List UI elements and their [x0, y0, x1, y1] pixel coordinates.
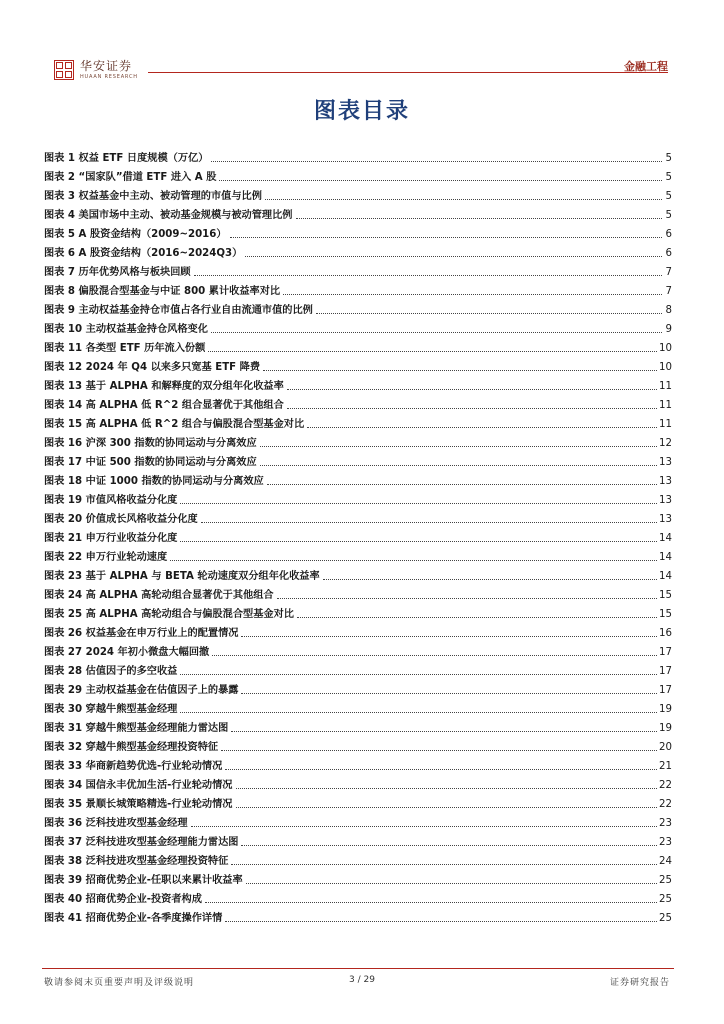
toc-leader-dots [260, 465, 657, 466]
toc-entry-label: 图表 15 高 ALPHA 低 R^2 组合与偏股混合型基金对比 [44, 419, 305, 430]
toc-entry-label: 图表 5 A 股资金结构（2009~2016） [44, 229, 227, 240]
toc-entry-page: 11 [659, 419, 672, 430]
toc-entry[interactable] [44, 545, 672, 564]
toc-entry-label: 图表 1 权益 ETF 日度规模（万亿） [44, 153, 209, 164]
logo-seal-icon [54, 60, 74, 80]
toc-entry-label: 图表 8 偏股混合型基金与中证 800 累计收益率对比 [44, 286, 281, 297]
toc-entry[interactable] [44, 374, 672, 393]
toc-entry[interactable] [44, 735, 672, 754]
toc-entry[interactable] [44, 640, 672, 659]
toc-leader-dots [241, 845, 657, 846]
toc-leader-dots [263, 370, 657, 371]
toc-leader-dots [260, 446, 657, 447]
toc-leader-dots [180, 503, 657, 504]
toc-entry[interactable] [44, 279, 672, 298]
toc-entry-page: 5 [665, 172, 672, 183]
toc-entry[interactable] [44, 393, 672, 412]
toc-leader-dots [230, 237, 662, 238]
toc-leader-dots [225, 921, 657, 922]
toc-entry-label: 图表 4 美国市场中主动、被动基金规模与被动管理比例 [44, 210, 293, 221]
toc-entry[interactable] [44, 564, 672, 583]
toc-entry[interactable] [44, 868, 672, 887]
toc-entry-label: 图表 14 高 ALPHA 低 R^2 组合显著优于其他组合 [44, 400, 284, 411]
toc-entry-label: 图表 22 申万行业轮动速度 [44, 552, 168, 563]
logo-text-en: HUAAN RESEARCH [80, 74, 138, 80]
toc-entry-page: 5 [665, 210, 672, 221]
toc-leader-dots [316, 313, 662, 314]
toc-leader-dots [277, 598, 657, 599]
toc-leader-dots [208, 351, 657, 352]
toc-leader-dots [307, 427, 657, 428]
toc-entry-page: 14 [659, 552, 672, 563]
toc-entry-page: 24 [659, 856, 672, 867]
toc-entry[interactable] [44, 146, 672, 165]
toc-entry-page: 19 [659, 704, 672, 715]
toc-leader-dots [241, 693, 657, 694]
toc-entry-page: 13 [659, 476, 672, 487]
toc-entry-page: 17 [659, 647, 672, 658]
toc-entry[interactable] [44, 773, 672, 792]
toc-leader-dots [265, 199, 662, 200]
toc-entry-label: 图表 3 权益基金中主动、被动管理的市值与比例 [44, 191, 262, 202]
toc-entry-page: 7 [665, 286, 672, 297]
toc-entry-label: 图表 16 沪深 300 指数的协同运动与分离效应 [44, 438, 257, 449]
toc-entry[interactable] [44, 792, 672, 811]
toc-leader-dots [287, 408, 657, 409]
header-divider [148, 72, 668, 73]
toc-entry-page: 23 [659, 818, 672, 829]
toc-leader-dots [212, 655, 657, 656]
toc-entry[interactable] [44, 469, 672, 488]
toc-entry[interactable] [44, 697, 672, 716]
toc-entry-page: 11 [659, 400, 672, 411]
toc-entry-label: 图表 31 穿越牛熊型基金经理能力雷达图 [44, 723, 229, 734]
toc-entry-label: 图表 24 高 ALPHA 高轮动组合显著优于其他组合 [44, 590, 274, 601]
toc-entry-label: 图表 26 权益基金在申万行业上的配置情况 [44, 628, 239, 639]
toc-entry[interactable] [44, 678, 672, 697]
toc-entry-label: 图表 13 基于 ALPHA 和解释度的双分组年化收益率 [44, 381, 284, 392]
toc-entry-page: 15 [659, 609, 672, 620]
toc-entry-page: 25 [659, 913, 672, 924]
toc-leader-dots [287, 389, 657, 390]
toc-entry-label: 图表 23 基于 ALPHA 与 BETA 轮动速度双分组年化收益率 [44, 571, 320, 582]
toc-entry-page: 17 [659, 666, 672, 677]
toc-leader-dots [236, 788, 658, 789]
toc-entry-page: 25 [659, 894, 672, 905]
toc-entry-label: 图表 40 招商优势企业-投资者构成 [44, 894, 202, 905]
toc-entry-label: 图表 21 申万行业收益分化度 [44, 533, 178, 544]
toc-leader-dots [191, 826, 658, 827]
toc-leader-dots [231, 864, 657, 865]
toc-entry-page: 19 [659, 723, 672, 734]
toc-entry[interactable] [44, 830, 672, 849]
footer-report-type: 证券研究报告 [609, 978, 670, 988]
toc-entry-label: 图表 25 高 ALPHA 高轮动组合与偏股混合型基金对比 [44, 609, 294, 620]
toc-entry-page: 10 [659, 362, 672, 373]
toc-leader-dots [219, 180, 662, 181]
toc-entry-label: 图表 37 泛科技进攻型基金经理能力雷达图 [44, 837, 239, 848]
toc-entry-page: 9 [665, 324, 672, 335]
toc-entry[interactable] [44, 849, 672, 868]
toc-leader-dots [211, 332, 662, 333]
toc-leader-dots [231, 731, 657, 732]
toc-entry[interactable] [44, 716, 672, 735]
toc-entry-label: 图表 38 泛科技进攻型基金经理投资特征 [44, 856, 229, 867]
toc-entry[interactable] [44, 165, 672, 184]
toc-entry-page: 25 [659, 875, 672, 886]
toc-entry-page: 13 [659, 495, 672, 506]
toc-leader-dots [267, 484, 657, 485]
toc-entry[interactable] [44, 659, 672, 678]
toc-entry-page: 21 [659, 761, 672, 772]
toc-entry-page: 12 [659, 438, 672, 449]
toc-entry-page: 14 [659, 571, 672, 582]
toc-entry-label: 图表 17 中证 500 指数的协同运动与分离效应 [44, 457, 257, 468]
toc-entry-label: 图表 7 历年优势风格与板块回顾 [44, 267, 191, 278]
toc-leader-dots [201, 522, 657, 523]
toc-entry[interactable] [44, 203, 672, 222]
toc-entry[interactable] [44, 431, 672, 450]
toc-entry-page: 23 [659, 837, 672, 848]
toc-entry[interactable] [44, 450, 672, 469]
toc-leader-dots [236, 807, 658, 808]
toc-entry-label: 图表 41 招商优势企业-各季度操作详情 [44, 913, 223, 924]
toc-entry[interactable] [44, 507, 672, 526]
toc-entry-page: 14 [659, 533, 672, 544]
toc-entry-label: 图表 36 泛科技进攻型基金经理 [44, 818, 188, 829]
page-header [0, 0, 724, 90]
section-label: 金融工程 [624, 60, 668, 73]
toc-entry-page: 6 [665, 248, 672, 259]
toc-entry-page: 20 [659, 742, 672, 753]
toc-entry-label: 图表 2 “国家队”借道 ETF 进入 A 股 [44, 172, 217, 183]
toc-leader-dots [180, 712, 657, 713]
toc-leader-dots [296, 218, 663, 219]
toc-entry-page: 5 [665, 191, 672, 202]
toc-leader-dots [211, 161, 662, 162]
toc-entry[interactable] [44, 754, 672, 773]
toc-entry[interactable] [44, 260, 672, 279]
toc-entry[interactable] [44, 602, 672, 621]
toc-entry-label: 图表 28 估值因子的多空收益 [44, 666, 178, 677]
toc-entry-label: 图表 19 市值风格收益分化度 [44, 495, 178, 506]
toc-entry[interactable] [44, 184, 672, 203]
toc-leader-dots [245, 256, 662, 257]
toc-leader-dots [241, 636, 657, 637]
toc-entry-label: 图表 6 A 股资金结构（2016~2024Q3） [44, 248, 243, 259]
toc-entry-label: 图表 9 主动权益基金持仓市值占各行业自由流通市值的比例 [44, 305, 313, 316]
toc-entry-label: 图表 34 国信永丰优加生活-行业轮动情况 [44, 780, 233, 791]
toc-entry[interactable] [44, 412, 672, 431]
toc-entry-page: 22 [659, 799, 672, 810]
toc-entry-label: 图表 20 价值成长风格收益分化度 [44, 514, 198, 525]
toc-leader-dots [221, 750, 657, 751]
toc-entry[interactable] [44, 887, 672, 906]
toc-entry[interactable] [44, 241, 672, 260]
toc-entry[interactable] [44, 906, 672, 925]
page-title: 图表目录 [313, 99, 410, 124]
toc-leader-dots [246, 883, 657, 884]
toc-entry-page: 17 [659, 685, 672, 696]
toc-entry[interactable] [44, 355, 672, 374]
toc-list [44, 146, 672, 925]
toc-entry-page: 7 [665, 267, 672, 278]
toc-entry-page: 8 [665, 305, 672, 316]
toc-entry[interactable] [44, 583, 672, 602]
toc-leader-dots [205, 902, 657, 903]
toc-entry[interactable] [44, 336, 672, 355]
toc-entry-page: 13 [659, 457, 672, 468]
toc-entry[interactable] [44, 298, 672, 317]
toc-entry-page: 6 [665, 229, 672, 240]
toc-entry[interactable] [44, 317, 672, 336]
toc-entry-label: 图表 18 中证 1000 指数的协同运动与分离效应 [44, 476, 264, 487]
toc-entry-page: 11 [659, 381, 672, 392]
toc-leader-dots [225, 769, 657, 770]
footer-divider [42, 968, 674, 969]
toc-leader-dots [283, 294, 662, 295]
toc-leader-dots [297, 617, 657, 618]
toc-entry-label: 图表 12 2024 年 Q4 以来多只宽基 ETF 降费 [44, 362, 261, 373]
toc-entry-label: 图表 32 穿越牛熊型基金经理投资特征 [44, 742, 219, 753]
toc-entry-page: 15 [659, 590, 672, 601]
toc-leader-dots [170, 560, 657, 561]
toc-leader-dots [180, 674, 657, 675]
toc-entry-label: 图表 10 主动权益基金持仓风格变化 [44, 324, 208, 335]
toc-entry-label: 图表 33 华商新趋势优选-行业轮动情况 [44, 761, 223, 772]
logo-text-cn: 华安证券 [80, 59, 133, 73]
toc-leader-dots [194, 275, 662, 276]
toc-entry-page: 16 [659, 628, 672, 639]
toc-entry-label: 图表 29 主动权益基金在估值因子上的暴露 [44, 685, 239, 696]
toc-entry[interactable] [44, 621, 672, 640]
toc-leader-dots [180, 541, 657, 542]
toc-entry[interactable] [44, 222, 672, 241]
toc-entry-page: 22 [659, 780, 672, 791]
toc-entry-label: 图表 27 2024 年初小微盘大幅回撤 [44, 647, 210, 658]
page-number: 3 / 29 [349, 975, 375, 985]
toc-entry-page: 5 [665, 153, 672, 164]
toc-entry[interactable] [44, 488, 672, 507]
toc-entry-label: 图表 30 穿越牛熊型基金经理 [44, 704, 178, 715]
toc-entry[interactable] [44, 811, 672, 830]
toc-entry-page: 13 [659, 514, 672, 525]
toc-entry-page: 10 [659, 343, 672, 354]
footer-disclaimer: 敬请参阅末页重要声明及评级说明 [44, 978, 195, 988]
toc-entry-label: 图表 11 各类型 ETF 历年流入份额 [44, 343, 206, 354]
toc-entry-label: 图表 35 景顺长城策略精选-行业轮动情况 [44, 799, 233, 810]
toc-entry[interactable] [44, 526, 672, 545]
toc-leader-dots [323, 579, 657, 580]
toc-entry-label: 图表 39 招商优势企业-任职以来累计收益率 [44, 875, 243, 886]
